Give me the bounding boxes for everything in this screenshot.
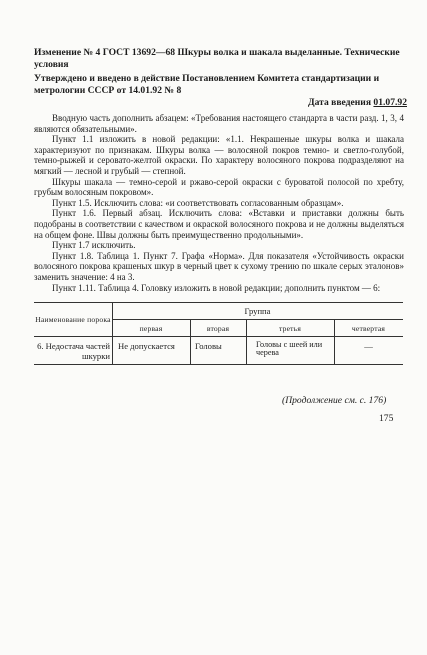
group-header: Группа bbox=[244, 306, 271, 316]
table-border-bottom bbox=[34, 364, 403, 365]
table-header-divider bbox=[34, 336, 403, 337]
group-fourth-header: четвертая bbox=[351, 324, 386, 333]
effective-date-label: Дата введения bbox=[307, 97, 372, 108]
paragraph: Пункт 1.5. Исключить слова: «и соответствовать согласованным образцам». bbox=[52, 197, 344, 208]
amendment-body bbox=[34, 113, 404, 293]
group-third-header: третья bbox=[278, 324, 302, 333]
paragraph: Вводную часть дополнить абзацем: «Требования настоящего стандарта в части разд. 1, 3, 4 являются обязательными». bbox=[34, 113, 404, 134]
group-fourth-cell: — bbox=[364, 341, 373, 351]
approval-statement: Утверждено и введено в действие Постановлением Комитета стандартизации и метрологии СССР от 14.01.92 № 8 bbox=[34, 73, 380, 96]
paragraph: Пункт 1.6. Первый абзац. Исключить слова: «Вставки и приставки должны быть подобраны в соответствии с качеством и окраской волосяного покрова и не должны выделяться на общем фоне. Швы должны быть преимущественно продольными». bbox=[34, 208, 404, 240]
page-number: 175 bbox=[379, 413, 394, 424]
table-border-top bbox=[34, 302, 403, 303]
group-second-header: вторая bbox=[206, 324, 230, 333]
defects-table bbox=[34, 302, 403, 365]
continued-note: (Продолжение см. с. 176) bbox=[282, 395, 387, 406]
group-first-cell: Не допускается bbox=[118, 341, 175, 351]
group-first-header: первая bbox=[139, 324, 163, 333]
paragraph: Пункт 1.8. Таблица 1. Пункт 7. Графа «Норма». Для показателя «Устойчивость окраски волосяного покрова крашеных шкур в черный цвет к сухому трению по шкале серых эталонов» заменить значение: 4 на 3. bbox=[34, 250, 404, 282]
table-group-divider bbox=[112, 319, 403, 320]
group-third-cell: Головы с шеей или черева bbox=[256, 340, 323, 357]
amendment-title: Изменение № 4 ГОСТ 13692—68 Шкуры волка и шакала выделанные. Технические условия bbox=[34, 47, 400, 70]
paragraph: Шкуры шакала — темно-серой и ржаво-серой окраски с буроватой полосой по хребту, грубым волосяным покровом». bbox=[34, 176, 404, 198]
paragraph: Пункт 1.1 изложить в новой редакции: «1.1. Некрашеные шкуры волка и шакала характеризуют по признакам. Шкуры волка — волосяной покров темно- и светло-голубой, темно-рыжей и серовато-желтой окраски. По характеру волосяного покрова подразделяют на мягкий — лесной и грубый — степной. bbox=[34, 134, 404, 176]
effective-date-line bbox=[308, 97, 407, 109]
paragraph: Пункт 1.7 исключить. bbox=[52, 240, 136, 251]
group-second-cell: Головы bbox=[195, 341, 222, 351]
defect-name-cell: 6. Недостача частей шкурки bbox=[37, 341, 110, 361]
paragraph: Пункт 1.11. Таблица 4. Головку изложить в новой редакции; дополнить пунктом — 6: bbox=[52, 282, 381, 293]
effective-date-value: 01.07.92 bbox=[373, 97, 407, 108]
defect-name-header: Наименование порока bbox=[35, 315, 111, 324]
